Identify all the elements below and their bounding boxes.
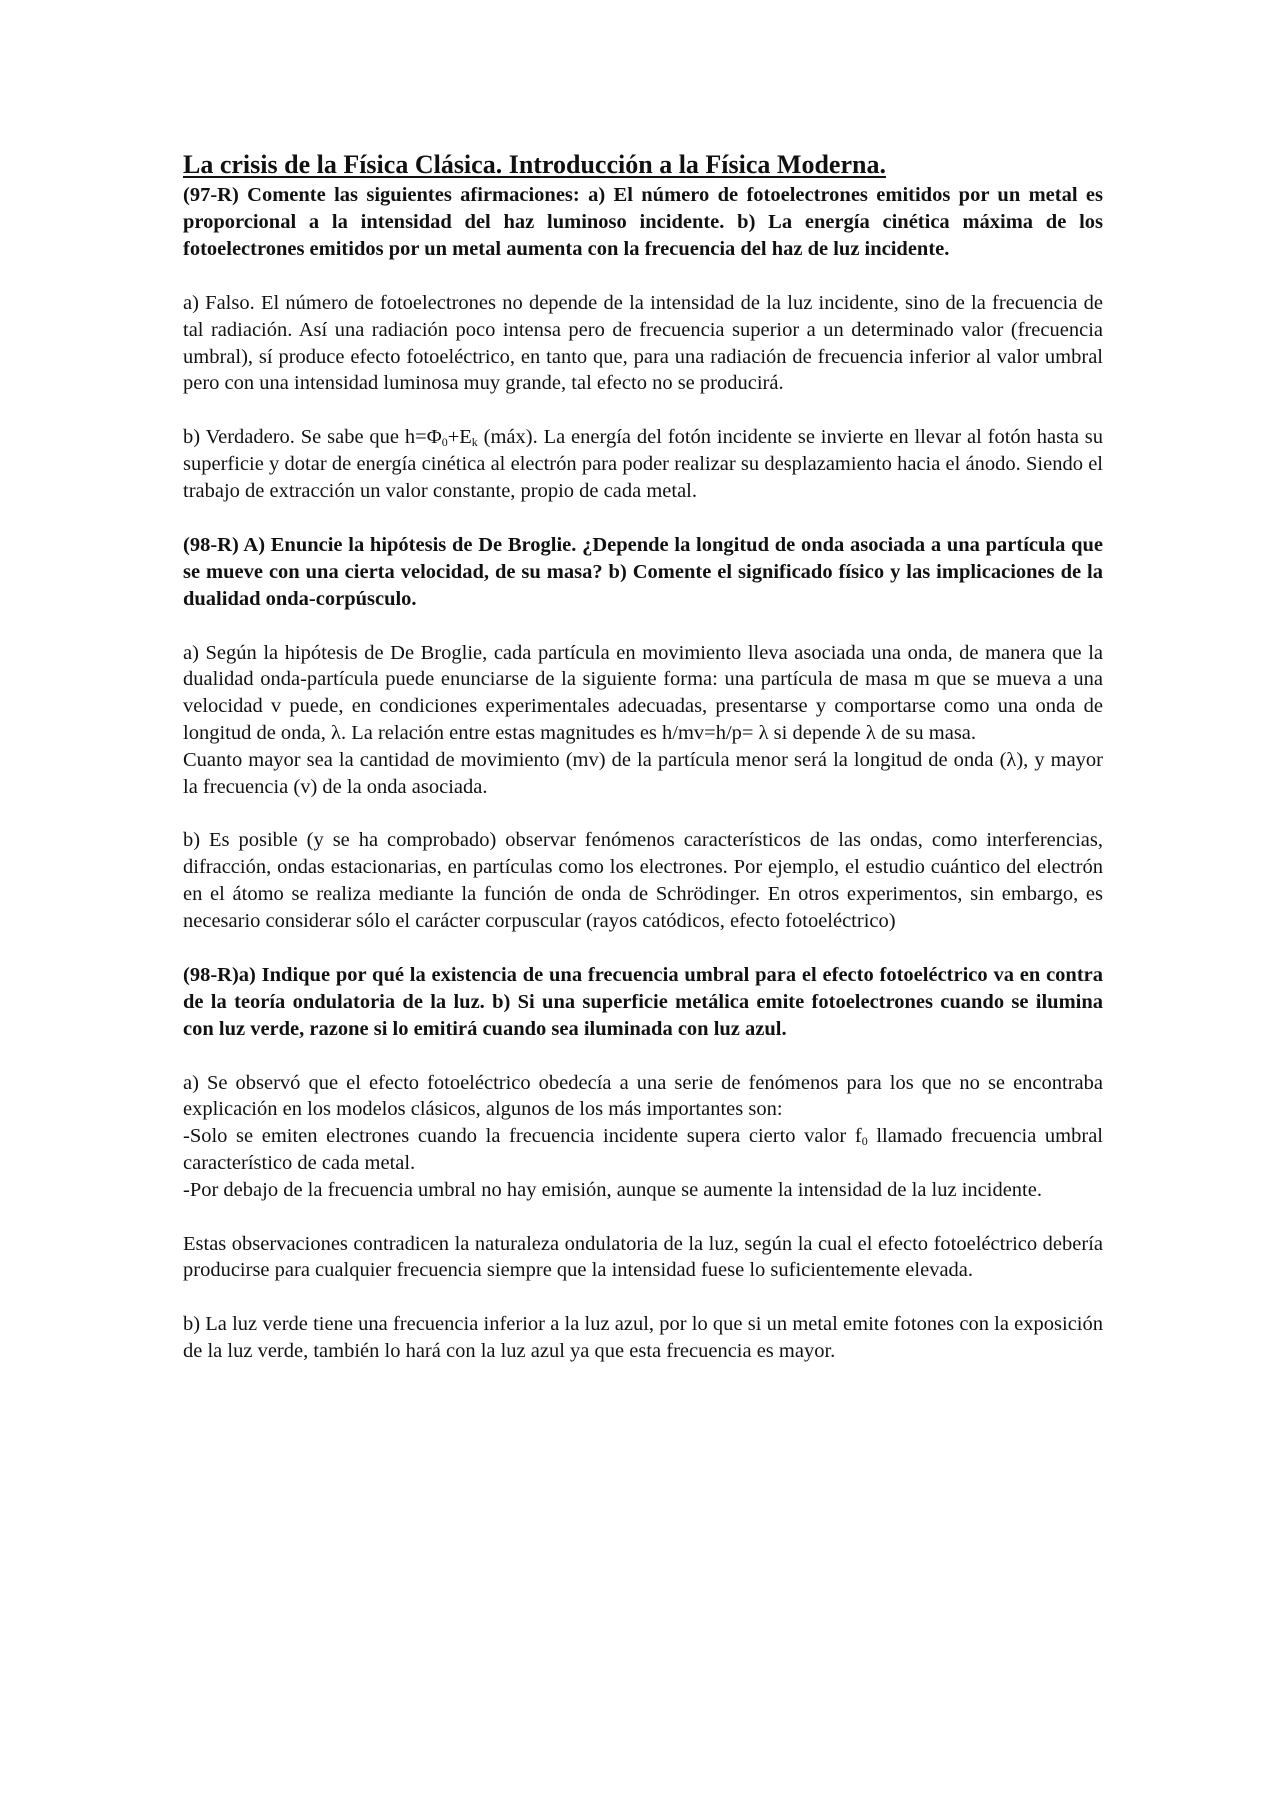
answer-98b-a-1: a) Se observó que el efecto fotoeléctrico obedecía a una serie de fenómenos para los que no se encontraba explicación en los modelos clásicos, algunos de los más importantes son: <box>183 1071 1103 1121</box>
subscript-k: k <box>471 435 478 450</box>
spacer <box>183 1043 1103 1070</box>
answer-98-b: b) Es posible (y se ha comprobado) observar fenómenos característicos de las ondas, como interferencias, difracción, ondas estacionarias, en partículas como los electrones. Por ejemplo, el estudio cuántico del electrón en el átomo se realiza mediante la función de onda de Schrödinger. En otros experimentos, sin embargo, es necesario considerar sólo el carácter corpuscular (rayos catódicos, efecto fotoeléctrico) <box>183 829 1103 932</box>
question-98-r-de-broglie: (98-R) A) Enuncie la hipótesis de De Broglie. ¿Depende la longitud de onda asociada a una partícula que se mueve con una cierta velocidad, de su masa? b) Comente el significado físico y las implicaciones de la dualidad onda-corpúsculo. <box>183 533 1103 610</box>
answer-97-b-text-2: +E <box>447 426 472 449</box>
question-97-r: (97-R) Comente las siguientes afirmaciones: a) El número de fotoelectrones emitidos por un metal es proporcional a la intensidad del haz luminoso incidente. b) La energía cinética máxima de los fotoelectrones emitidos por un metal aumenta con la frecuencia del haz de luz incidente. <box>183 184 1103 260</box>
answer-97-a: a) Falso. El número de fotoelectrones no depende de la intensidad de la luz incidente, sino de la frecuencia de tal radiación. Así una radiación poco intensa pero de frecuencia superior a un determinado valor (frecuencia umbral), sí produce efecto fotoeléctrico, en tanto que, para una radiación de frecuencia inferior al valor umbral pero con una intensidad luminosa muy grande, tal efecto no se producirá. <box>183 292 1103 395</box>
spacer <box>183 263 1103 290</box>
spacer <box>183 397 1103 424</box>
answer-98b-b: b) La luz verde tiene una frecuencia inferior a la luz azul, por lo que si un metal emite fotones con la exposición de la luz verde, también lo hará con la luz azul ya que esta frecuencia es mayor. <box>183 1313 1103 1362</box>
question-98-r-umbral: (98-R)a) Indique por qué la existencia de una frecuencia umbral para el efecto fotoeléctrico va en contra de la teoría ondulatoria de la luz. b) Si una superficie metálica emite fotoelectrones cuando se ilumina con luz verde, razone si lo emitirá cuando sea iluminada con luz azul. <box>183 963 1103 1040</box>
spacer <box>183 1204 1103 1231</box>
answer-98b-a-2-text-2: llamado frecuencia umbral característico de cada metal. <box>183 1125 1103 1174</box>
subscript-zero: 0 <box>441 435 448 450</box>
answer-98b-a-2-text-1: -Solo se emiten electrones cuando la frecuencia incidente supera cierto valor f <box>183 1125 862 1148</box>
answer-97-b-text-3: (máx). La energía del fotón incidente se invierte en llevar al fotón hasta su superficie y dotar de energía cinética al electrón para poder realizar su desplazamiento hacia el ánodo. Siendo el trabajo de extracción un valor constante, propio de cada metal. <box>183 426 1103 502</box>
spacer <box>183 613 1103 640</box>
page-title: La crisis de la Física Clásica. Introducción a la Física Moderna. <box>183 150 886 179</box>
spacer <box>183 1284 1103 1311</box>
subscript-zero: 0 <box>861 1134 868 1149</box>
spacer <box>183 505 1103 532</box>
document-page <box>183 150 1103 1365</box>
answer-98b-a-4: Estas observaciones contradicen la naturaleza ondulatoria de la luz, según la cual el efecto fotoeléctrico debería producirse para cualquier frecuencia siempre que la intensidad fuese lo suficientemente elevada. <box>183 1232 1103 1282</box>
spacer <box>183 800 1103 827</box>
answer-97-b <box>183 424 1103 504</box>
answer-97-b-text-1: b) Verdadero. Se sabe que h=Φ <box>183 426 442 449</box>
answer-98-a-2: Cuanto mayor sea la cantidad de movimiento (mv) de la partícula menor será la longitud de onda (λ), y mayor la frecuencia (v) de la onda asociada. <box>183 748 1103 798</box>
answer-98-a-1: a) Según la hipótesis de De Broglie, cada partícula en movimiento lleva asociada una onda, de manera que la dualidad onda-partícula puede enunciarse de la siguiente forma: una partícula de masa m que se mueva a una velocidad v puede, en condiciones experimentales adecuadas, presentarse y comportarse como una onda de longitud de onda, λ. La relación entre estas magnitudes es h/mv=h/p= λ si depende λ de su masa. <box>183 641 1103 744</box>
spacer <box>183 935 1103 962</box>
answer-98b-a-2 <box>183 1123 1103 1177</box>
answer-98b-a-3: -Por debajo de la frecuencia umbral no hay emisión, aunque se aumente la intensidad de la luz incidente. <box>183 1178 1042 1201</box>
